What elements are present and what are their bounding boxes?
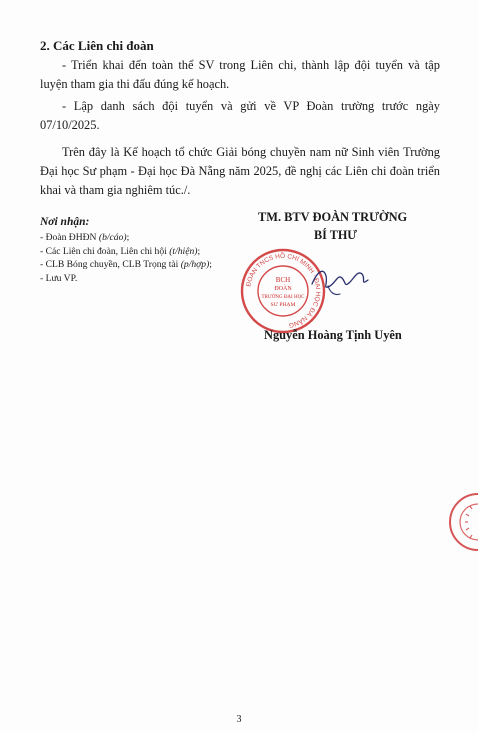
recipient-item: - Lưu VP. xyxy=(40,272,78,284)
signer-name: Nguyễn Hoàng Tịnh Uyên xyxy=(264,328,402,342)
seal-line: ĐOÀN xyxy=(274,286,292,292)
recipients-title: Nơi nhận: xyxy=(40,216,90,228)
signature-organization: TM. BTV ĐOÀN TRƯỜNG xyxy=(258,210,408,224)
recipient-item: - CLB Bóng chuyền, CLB Trọng tài (p/hợp); xyxy=(40,259,212,270)
recipient-item: - Các Liên chi đoàn, Liên chi hội (t/hiện); xyxy=(40,245,201,257)
paragraph-conclusion: Trên đây là Kế hoạch tổ chức Giải bóng chuyền nam nữ Sinh viên Trường Đại học Sư phạm - Đại học Đà Nẵng năm 2025, đề nghị các Liên chi đoàn triển khai và tham gia nghiêm túc./. xyxy=(40,145,440,197)
seal-line: TRƯỜNG ĐẠI HỌC xyxy=(261,295,305,300)
seal-line: BCH xyxy=(275,276,291,284)
page-number: 3 xyxy=(236,714,242,725)
recipient-item: - Đoàn ĐHĐN (b/cáo); xyxy=(40,232,130,243)
paragraph-submit-list: - Lập danh sách đội tuyển và gửi về VP Đoàn trường trước ngày 07/10/2025. xyxy=(40,99,440,132)
page-edge-stamp xyxy=(444,492,478,552)
signature-role: BÍ THƯ xyxy=(314,228,358,242)
seal-line: SƯ PHẠM xyxy=(270,302,296,308)
handwritten-signature xyxy=(310,256,370,298)
paragraph-implement: - Triển khai đến toàn thể SV trong Liên chi, thành lập đội tuyển và tập luyện tham gia thi đấu đúng kế hoạch. xyxy=(40,58,440,91)
section-heading: 2. Các Liên chi đoàn xyxy=(40,38,154,53)
recipients-list xyxy=(40,231,212,285)
seal-ring-text: ĐOÀN TNCS HỒ CHÍ MINH · ĐẠI HỌC ĐÀ NẴNG xyxy=(245,252,322,329)
